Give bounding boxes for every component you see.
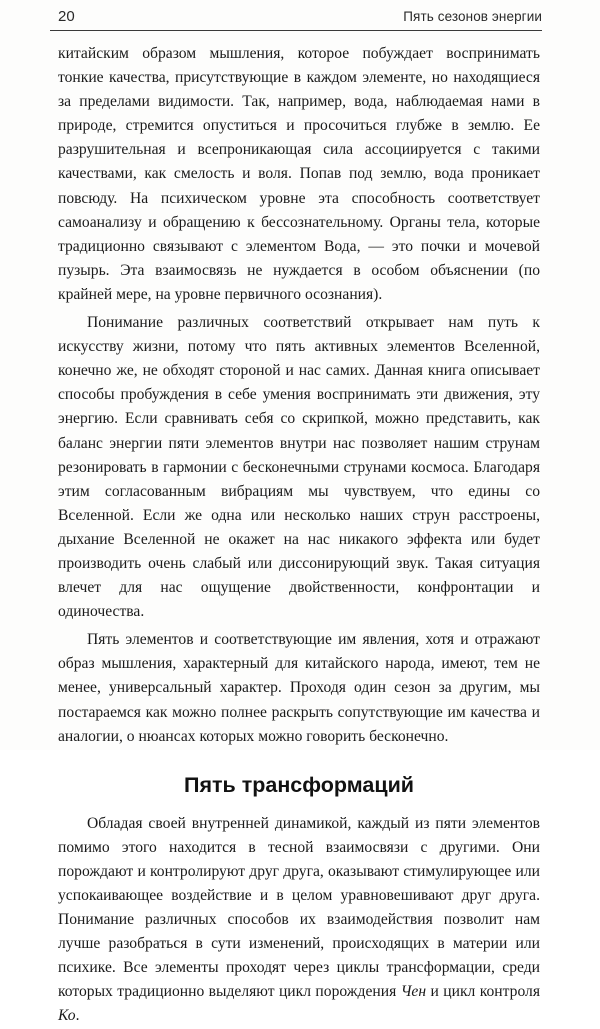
connector-text: и цикл контроля — [426, 983, 540, 1001]
running-title: Пять сезонов энергии — [403, 9, 542, 24]
paragraph-transformations-text: Обладая своей внутренней динамикой, каждый из пяти элементов помимо этого находится в тесной взаимосвязи с другими. Они порождают и контролируют друг друга, оказывают стимулирующее или успокаивающее воздействие и в целом уравновешивают друг друга. Понимание различных способов их взаимодействия позволит нам лучше разобраться в сути изменений, происходящих в материи или психике. Все элементы проходят через циклы трансформации, среди которых традиционно выделяют цикл порождения — [58, 814, 540, 1001]
paragraph-correspondences: Понимание различных соответствий открывает нам путь к искусству жизни, потому что пять активных элементов Вселенной, конечно же, не обходят стороной и нас самих. Данная книга описывает способы пробуждения в себе умения воспринимать эти движения, эту энергию. Если сравнивать себя со скрипкой, можно представить, как баланс энергии пяти элементов внутри нас позволяет нашим струнам резонировать в гармонии с бесконечными струнами космоса. Благодаря этим согласованным вибрациям мы чувствуем, что едины со Вселенной. Если же одна или несколько наших струн расстроены, дыхание Вселенной не окажет на нас никакого эффекта или будет производить очень слабый или диссонирующий звук. Такая ситуация влечет для нас ощущение двойственности, конфронтации и одиночества. — [58, 314, 540, 621]
term-chen: Чен — [400, 983, 427, 1001]
end-punctuation: . — [75, 1007, 80, 1025]
paragraph-continuation: китайским образом мышления, которое побуждает воспринимать тонкие качества, присутствующие в каждом элементе, но находящиеся за пределами видимости. Так, например, вода, наблюдаемая нами в природе, стремится опуститься и просочиться глубже в землю. Ее разрушительная и всепроникающая сила ассоциируется с такими качествами, как смелость и воля. Попав под землю, вода проникает повсюду. На психическом уровне эта способность соответствует самоанализу и обращению к бессознательному. Органы тела, которые традиционно связывают с элементом Вода, — это почки и мочевой пузырь. Эта взаимосвязь не нуждается в особом объяснении (по крайней мере, на уровне первичного осознания). — [58, 45, 540, 303]
body-text — [58, 42, 540, 1029]
page-header — [50, 4, 542, 31]
paragraph-universal: Пять элементов и соответствующие им явления, хотя и отражают образ мышления, характерный для китайского народа, имеют, тем не менее, универсальный характер. Проходя один сезон за другим, мы постараемся как можно полнее раскрыть сопутствующие им качества и аналогии, о нюансах которых можно говорить бесконечно. — [58, 631, 540, 745]
section-heading: Пять трансформаций — [183, 772, 415, 797]
paragraph-transformations — [58, 812, 540, 1029]
term-ko: Ко — [58, 1007, 76, 1025]
page-number: 20 — [58, 8, 75, 25]
